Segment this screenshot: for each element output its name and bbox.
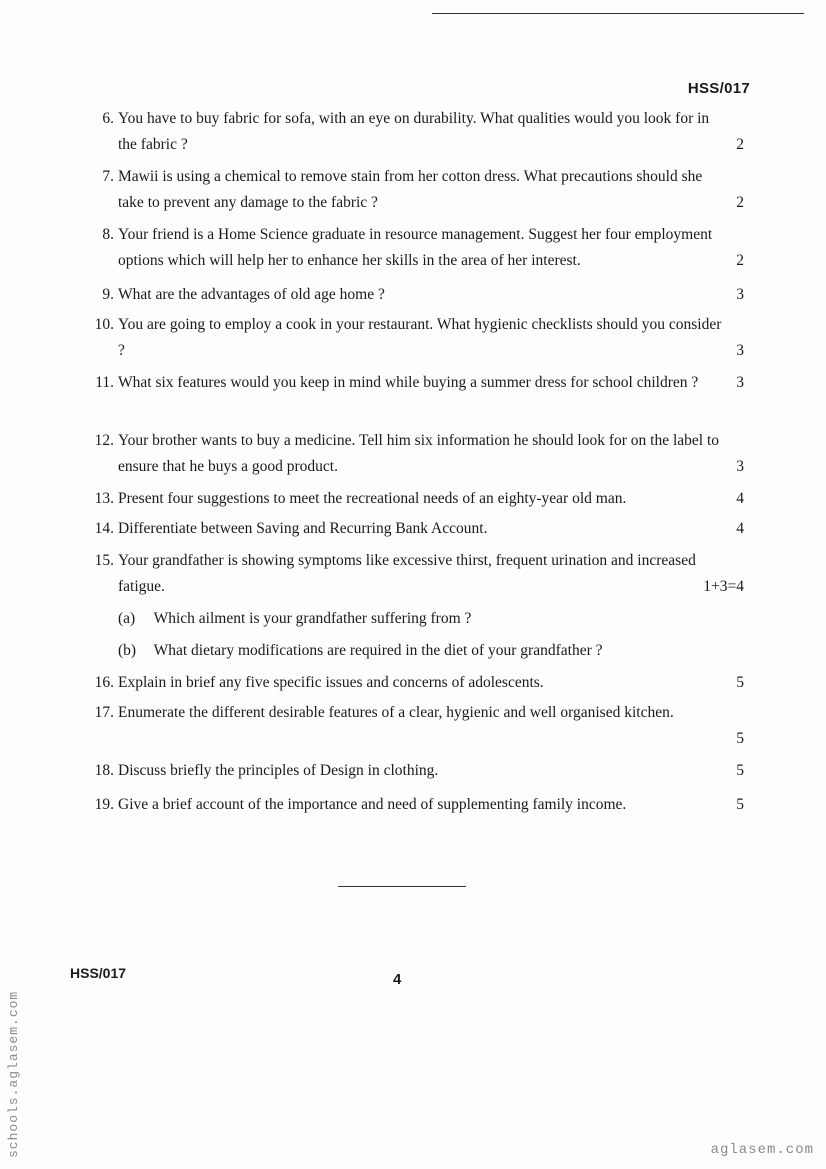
question-marks: 2 bbox=[736, 194, 744, 211]
question-number: 8. bbox=[102, 226, 114, 243]
subpart-text: What dietary modifications are required in the diet of your grandfather ? bbox=[153, 642, 603, 659]
question-14 bbox=[76, 516, 748, 542]
question-18 bbox=[76, 758, 748, 784]
question-6 bbox=[76, 106, 748, 158]
question-17 bbox=[76, 700, 748, 747]
question-15-part-b bbox=[118, 638, 603, 664]
question-text: Give a brief account of the importance and need of supplementing family income. bbox=[118, 796, 627, 813]
question-marks: 3 bbox=[736, 286, 744, 303]
question-number: 6. bbox=[102, 110, 114, 127]
question-marks: 1+3=4 bbox=[703, 578, 744, 595]
question-15-part-a bbox=[118, 606, 471, 632]
question-text: Present four suggestions to meet the recreational needs of an eighty-year old man. bbox=[118, 490, 627, 507]
question-number: 14. bbox=[94, 520, 114, 537]
question-11 bbox=[76, 370, 748, 396]
question-number: 13. bbox=[94, 490, 114, 507]
question-15 bbox=[76, 548, 748, 600]
question-text: What six features would you keep in mind while buying a summer dress for school children ? bbox=[118, 374, 699, 391]
question-text: Discuss briefly the principles of Design in clothing. bbox=[118, 762, 439, 779]
top-rule bbox=[432, 13, 804, 14]
question-8 bbox=[76, 222, 748, 274]
question-marks: 3 bbox=[736, 342, 744, 359]
question-text: You have to buy fabric for sofa, with an eye on durability. What qualities would you look for in the fabric ? bbox=[118, 110, 710, 153]
question-number: 19. bbox=[94, 796, 114, 813]
question-7 bbox=[76, 164, 748, 216]
question-marks: 2 bbox=[736, 136, 744, 153]
question-number: 9. bbox=[102, 286, 114, 303]
question-19 bbox=[76, 792, 748, 818]
paper-code-footer: HSS/017 bbox=[70, 965, 127, 981]
question-text: Enumerate the different desirable features of a clear, hygienic and well organised kitchen. bbox=[118, 704, 674, 721]
question-number: 17. bbox=[94, 704, 114, 721]
question-number: 7. bbox=[102, 168, 114, 185]
question-marks: 5 bbox=[736, 674, 744, 691]
question-13 bbox=[76, 486, 748, 512]
question-text: Your grandfather is showing symptoms like excessive thirst, frequent urination and increased fatigue. bbox=[118, 552, 696, 595]
question-9 bbox=[76, 282, 748, 308]
question-marks: 4 bbox=[736, 490, 744, 507]
watermark-right: aglasem.com bbox=[710, 1142, 814, 1158]
question-marks: 5 bbox=[736, 796, 744, 813]
page-number: 4 bbox=[393, 971, 402, 988]
question-text: Explain in brief any five specific issues and concerns of adolescents. bbox=[118, 674, 544, 691]
subpart-label: (b) bbox=[118, 642, 137, 659]
paper-code-header: HSS/017 bbox=[687, 80, 750, 97]
end-rule bbox=[338, 886, 466, 887]
question-number: 15. bbox=[94, 552, 114, 569]
question-number: 11. bbox=[95, 374, 114, 391]
question-text: You are going to employ a cook in your restaurant. What hygienic checklists should you consider ? bbox=[118, 316, 722, 359]
question-12 bbox=[76, 428, 748, 480]
watermark-left: schools.aglasem.com bbox=[6, 990, 21, 1158]
question-number: 10. bbox=[94, 316, 114, 333]
question-number: 12. bbox=[94, 432, 114, 449]
question-marks: 4 bbox=[736, 520, 744, 537]
question-marks: 3 bbox=[736, 374, 744, 391]
question-text: Your brother wants to buy a medicine. Tell him six information he should look for on the label to ensure that he buys a good product. bbox=[118, 432, 720, 475]
question-marks: 5 bbox=[736, 762, 744, 779]
question-marks: 2 bbox=[736, 252, 744, 269]
question-marks: 5 bbox=[736, 730, 744, 747]
question-text: Differentiate between Saving and Recurring Bank Account. bbox=[118, 520, 488, 537]
question-number: 18. bbox=[94, 762, 114, 779]
question-10 bbox=[76, 312, 748, 364]
subpart-label: (a) bbox=[118, 610, 136, 627]
question-text: Your friend is a Home Science graduate in resource management. Suggest her four employment options which will help her to enhance her skills in the area of her interest. bbox=[118, 226, 713, 269]
question-text: What are the advantages of old age home ? bbox=[118, 286, 385, 303]
question-marks: 3 bbox=[736, 458, 744, 475]
subpart-text: Which ailment is your grandfather suffering from ? bbox=[153, 610, 472, 627]
question-16 bbox=[76, 670, 748, 696]
question-text: Mawii is using a chemical to remove stain from her cotton dress. What precautions should she take to prevent any damage to the fabric ? bbox=[118, 168, 703, 211]
question-number: 16. bbox=[94, 674, 114, 691]
